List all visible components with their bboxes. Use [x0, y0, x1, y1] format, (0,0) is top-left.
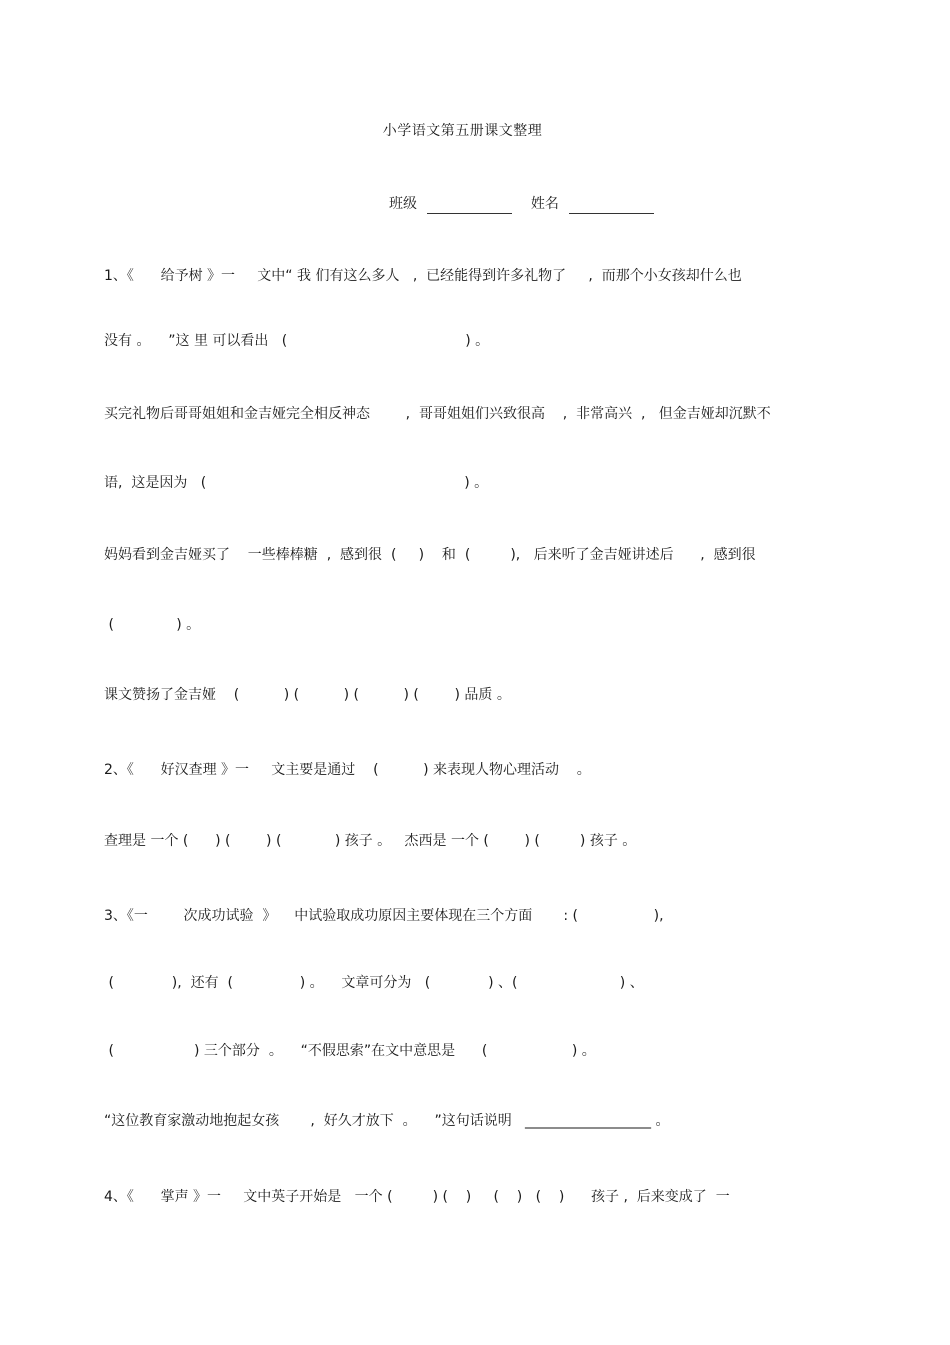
class-label: 班级 [389, 196, 417, 212]
question-line: “这位教育家激动地抱起女孩 , 好久才放下 。 ”这句话说明 __________________ 。 [104, 1113, 670, 1129]
student-info-fields [389, 193, 668, 214]
question-line: 4、《 掌声 》一 文中英子开始是 一个 ( ) ( ) ( ) ( ) 孩子 , 后来变成了 一 [104, 1189, 730, 1205]
question-line: 买完礼物后哥哥姐姐和金吉娅完全相反神态 , 哥哥姐姐们兴致很高 , 非常高兴 , 但金吉娅却沉默不 [104, 406, 771, 422]
question-line: 2、《 好汉查理 》一 文主要是通过 ( ) 来表现人物心理活动 。 [104, 762, 591, 778]
name-blank [569, 193, 654, 214]
question-line: 课文赞扬了金吉娅 ( ) ( ) ( ) ( ) 品质 。 [104, 687, 511, 703]
question-line: 1、《 给予树 》一 文中“ 我 们有这么多人 , 已经能得到许多礼物了 , 而那个小女孩却什么也 [104, 268, 742, 284]
page-title: 小学语文第五册课文整理 [382, 123, 543, 139]
question-line: ( ), 还有 ( ) 。 文章可分为 ( ) 、( ) 、 [104, 975, 644, 991]
class-blank [427, 193, 512, 214]
question-line: 没有 。 ”这 里 可以看出 ( ) 。 [104, 333, 490, 349]
question-line: ( ) 三个部分 。 “不假思索”在文中意思是 ( ) 。 [104, 1043, 596, 1059]
question-line: ( ) 。 [104, 617, 201, 633]
question-line: 查理是 一个 ( ) ( ) ( ) 孩子 。 杰西是 一个 ( ) ( ) 孩子 。 [104, 833, 637, 849]
question-line: 语, 这是因为 ( ) 。 [104, 475, 489, 491]
question-line: 3、《一 次成功试验 》 中试验取成功原因主要体现在三个方面 : ( ), [104, 908, 664, 924]
question-line: 妈妈看到金吉娅买了 一些棒棒糖 , 感到很 ( ) 和 ( ), 后来听了金吉娅讲述后 , 感到很 [104, 547, 756, 563]
name-label: 姓名 [530, 196, 559, 212]
